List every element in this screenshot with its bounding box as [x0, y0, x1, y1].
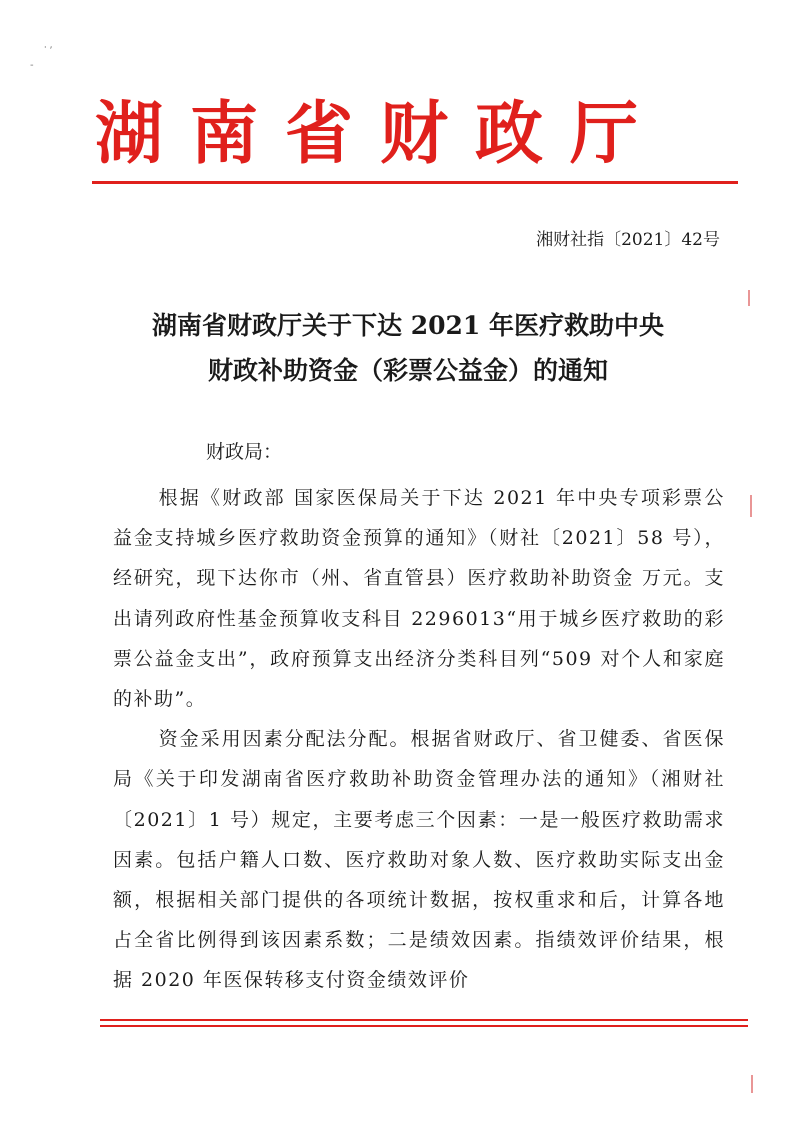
- document-number: 湘财社指〔2021〕42号: [536, 230, 720, 250]
- letterhead-divider: [92, 181, 738, 184]
- document-title: [105, 303, 711, 393]
- scan-speck-icon: ‐: [30, 60, 34, 71]
- agency-letterhead: 湖南省财政厅: [95, 95, 666, 174]
- footer-divider-bottom: [100, 1025, 748, 1027]
- body-paragraph-2: 资金采用因素分配法分配。根据省财政厅、省卫健委、省医保局《关于印发湖南省医疗救助补助资金管理办法的通知》（湘财社〔2021〕1 号）规定，主要考虑三个因素：一是一般医疗救助需求因素。包括户籍人口数、医疗救助对象人数、医疗救助实际支出金额，根据相关部门提供的各项统计数据，按权重求和后，计算各地占全省比例得到该因素系数；二是绩效因素。指绩效评价结果，根据 2020 年医保转移支付资金绩效评价: [113, 728, 725, 992]
- salutation: 财政局：: [206, 441, 283, 463]
- document-body: [113, 478, 725, 1001]
- document-title-line-2: 财政补助资金（彩票公益金）的通知: [207, 356, 608, 385]
- body-paragraph-1: 根据《财政部 国家医保局关于下达 2021 年中央专项彩票公益金支持城乡医疗救助资金预算的通知》（财社〔2021〕58 号），经研究，现下达你市（州、省直管县）医疗救助补助资金 万元。支出请列政府性基金预算收支科目 2296013“用于城乡医疗救助的彩票公益金支出”，政府预算支出经济分类科目列“509 对个人和家庭的补助”。: [113, 487, 725, 711]
- edge-mark-icon: [751, 1075, 753, 1093]
- edge-mark-icon: [748, 290, 750, 306]
- document-title-line-1: 湖南省财政厅关于下达 2021 年医疗救助中央: [152, 311, 664, 340]
- footer-divider-top: [100, 1019, 748, 1021]
- edge-mark-icon: [750, 495, 752, 517]
- scan-speck-icon: ⸳ ⸴: [44, 41, 53, 52]
